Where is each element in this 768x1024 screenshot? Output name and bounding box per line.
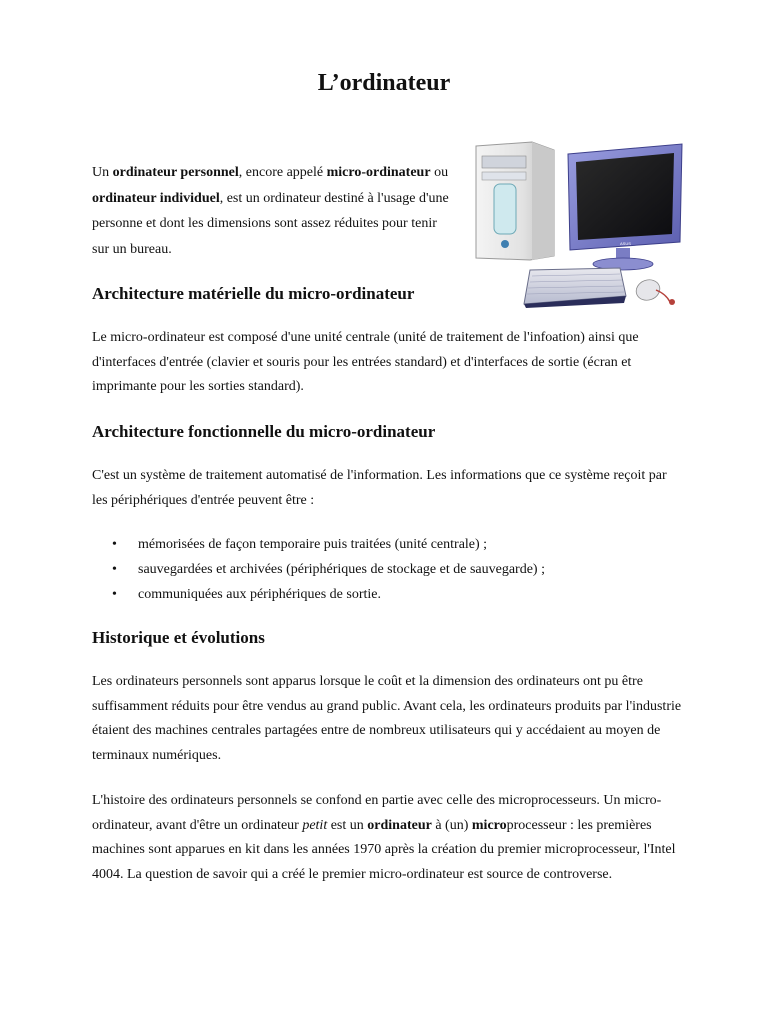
paragraph-text: est un <box>327 817 368 833</box>
intro-term-micro-ordinateur: micro-ordinateur <box>326 165 431 180</box>
list-item-text: sauvegardées et archivées (périphériques de stockage et de sauvegarde) ; <box>138 562 545 577</box>
monitor <box>568 144 682 270</box>
svg-text:ASUS: ASUS <box>620 241 631 246</box>
keyboard <box>524 268 626 308</box>
intro-text: , est un ordinateur destiné à l'usage d'une personne et dont les dimensions sont assez réduites pour tenir sur un bureau. <box>92 190 449 257</box>
list-item-text: communiquées aux périphériques de sortie. <box>138 587 381 602</box>
bold-ordinateur: ordinateur <box>367 817 432 833</box>
bullet-icon: • <box>112 537 117 552</box>
section-paragraph-hardware: Le micro-ordinateur est composé d'une unité centrale (unité de traitement de l'infoation) ainsi que d'interfaces d'entrée (clavier et souris pour les entrées standard) et d'interfaces de sortie (écran et imprimante pour les sorties standard). <box>92 330 639 394</box>
tower-unit <box>476 142 554 260</box>
section-heading-functional: Architecture fonctionnelle du micro-ordinateur <box>92 422 436 441</box>
intro-paragraph <box>92 160 452 262</box>
document-title: L’ordinateur <box>317 70 451 96</box>
emphasis-petit: petit <box>302 817 328 833</box>
intro-text: ou <box>430 165 449 180</box>
list-item <box>92 582 682 607</box>
list-item <box>92 532 682 557</box>
section-heading-history: Historique et évolutions <box>92 628 265 647</box>
section-paragraph-functional: C'est un système de traitement automatisé de l'information. Les informations que ce système reçoit par les périphériques d'entrée peuvent être : <box>92 468 667 508</box>
bold-micro: micro <box>471 817 507 833</box>
paragraph-text: L'histoire des ordinateurs personnels se confond en partie avec celle des microprocesseurs. Un micro-ordinateur, avant d'être un ordinateur <box>92 793 662 833</box>
section-heading-hardware: Architecture matérielle du micro-ordinateur <box>92 284 415 303</box>
bullet-list <box>92 532 682 607</box>
intro-text: , encore appelé <box>238 165 327 180</box>
list-item-text: mémorisées de façon temporaire puis traitées (unité centrale) ; <box>138 537 488 552</box>
paragraph-text: processeur : les premières machines sont apparues en kit dans les années 1970 après la création du premier microprocesseur, l'Intel 4004. La question de savoir qui a créé le premier micro-ordinateur est source de controverse. <box>92 817 676 882</box>
mouse <box>633 276 675 305</box>
intro-text: Un <box>92 165 113 180</box>
section-paragraph-history-2 <box>92 789 682 887</box>
bullet-icon: • <box>112 587 117 602</box>
intro-term-ordinateur-individuel: ordinateur individuel <box>92 190 220 206</box>
paragraph-text: à (un) <box>431 817 472 833</box>
section-paragraph-history-1: Les ordinateurs personnels sont apparus lorsque le coût et la dimension des ordinateurs ont pu être suffisamment réduits pour être vendus au grand public. Avant cela, les ordinateurs produits par l'industrie étaient des machines centrales partagées entre de nombreux utilisateurs qui y accédaient au moyen de terminaux numériques. <box>92 674 682 763</box>
desktop-computer-illustration <box>470 140 684 310</box>
bullet-icon: • <box>112 562 117 577</box>
intro-term-ordinateur-personnel: ordinateur personnel <box>112 165 239 180</box>
list-item <box>92 557 682 582</box>
